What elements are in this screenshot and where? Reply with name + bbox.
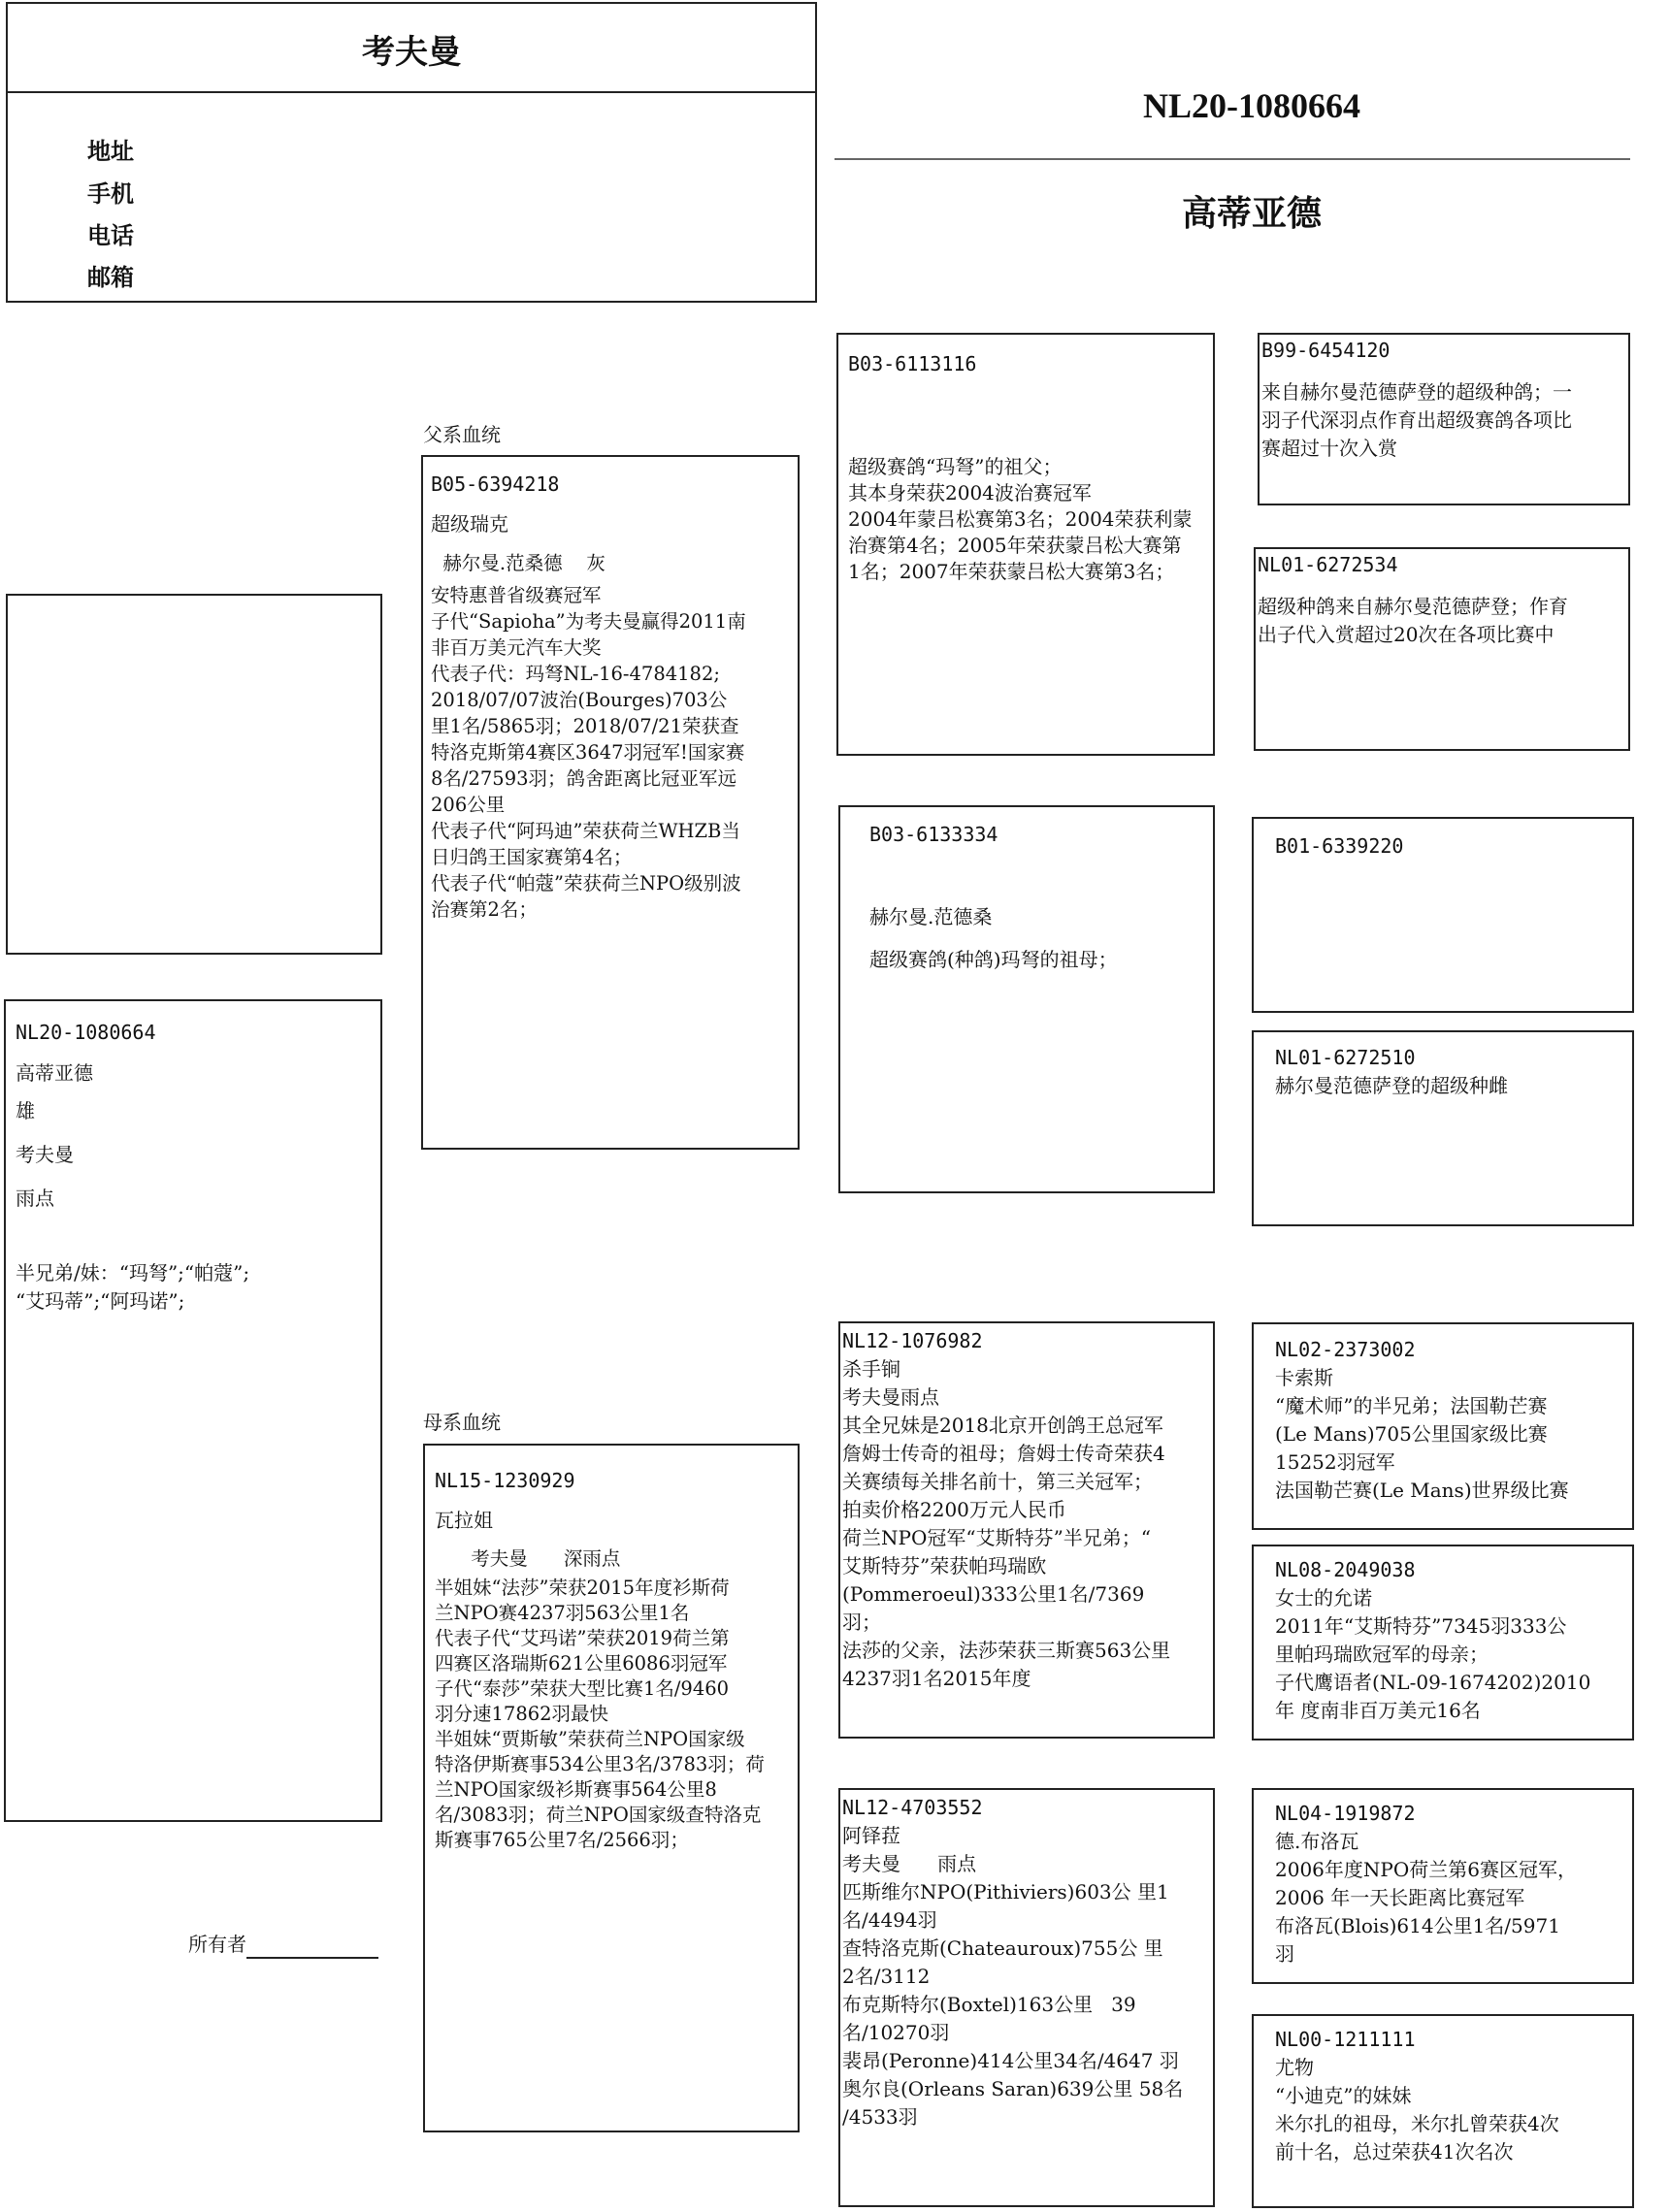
bird-card-siblings-1: 半兄弟/妹：“玛弩”;“帕蔻”; [16,1261,250,1285]
sire-note: 8名/27593羽；鸽舍距离比冠亚军远 [431,767,737,790]
dds-note: 2006 年一天长距离比赛冠军 [1275,1886,1525,1909]
sdd-note: 赫尔曼范德萨登的超级种雌 [1275,1074,1508,1097]
dss-note: “魔术师”的半兄弟；法国勒芒赛 [1275,1394,1548,1417]
owner-header-divider [8,91,815,93]
dam-sire-note: (Pommeroeul)333公里1名/7369 [842,1582,1145,1606]
ssd-note: 超级种鸽来自赫尔曼范德萨登；作育 [1258,595,1568,618]
dss-note: 卡索斯 [1275,1366,1333,1389]
sss-note: 来自赫尔曼范德萨登的超级种鸽；一 [1261,380,1572,404]
sire-note: 2018/07/07波治(Bourges)703公 [431,689,728,711]
dam-sire-note: 詹姆士传奇的祖母；詹姆士传奇荣获4 [842,1442,1165,1465]
ddd-ring: NL00-1211111 [1275,2028,1416,2051]
sire-note: 代表子代“帕蔻”荣获荷兰NPO级别波 [431,872,741,895]
sire-sire-box [836,333,1215,756]
dam-notes [435,1546,788,1853]
dds-note: 布洛瓦(Blois)614公里1名/5971 [1275,1914,1560,1937]
dam-sire-note: 关赛绩每关排名前十，第三关冠军； [842,1470,1153,1493]
dsd-note: 年 度南非百万美元16名 [1275,1699,1481,1722]
sire-sire-note: 1名；2007年荣获蒙吕松大赛第3名； [848,560,1175,583]
dam-note: 考夫曼 深雨点 [435,1547,621,1570]
ssd-note: 出子代入赏超过20次在各项比赛中 [1258,623,1554,646]
dds-note: 2006年度NPO荷兰第6赛区冠军， [1275,1858,1577,1881]
dss-note: (Le Mans)705公里国家级比赛 [1275,1422,1548,1446]
dds-box [1252,1788,1634,1984]
dam-note: 特洛伊斯赛事534公里3名/3783羽；荷 [435,1753,765,1775]
dam-note: 四赛区洛瑞斯621公里6086羽冠军 [435,1652,728,1675]
sire-sire-ring: B03-6113116 [848,352,977,375]
ddd-box [1252,2014,1634,2208]
sire-sire-notes [848,454,1203,585]
sire-note: 特洛克斯第4赛区3647羽冠军!国家赛 [431,741,745,764]
dam-dam-note: 查特洛克斯(Chateauroux)755公 里 [842,1936,1163,1960]
dam-sire-note: 考夫曼雨点 [842,1385,939,1409]
sire-box [421,455,800,1150]
dss-ring: NL02-2373002 [1275,1338,1416,1361]
dam-dam-note: 奥尔良(Orleans Saran)639公里 58名 [842,2077,1184,2100]
sire-sire-note: 其本身荣获2004波治赛冠军 [848,481,1092,504]
ssd-ring: NL01-6272534 [1258,553,1398,576]
dds-note: 德.布洛瓦 [1275,1830,1359,1853]
dam-note: 半姐妹“法莎”荣获2015年度衫斯荷 [435,1577,730,1599]
owner-signature [188,1931,378,1959]
dam-name: 瓦拉姐 [435,1509,493,1532]
sire-section-label: 父系血统 [423,423,501,446]
sdd-ring: NL01-6272510 [1275,1046,1416,1069]
dsd-note: 2011年“艾斯特芬”7345羽333公 [1275,1614,1567,1638]
dam-dam-note: /4533羽 [842,2105,918,2129]
sire-ring: B05-6394218 [431,472,560,496]
dam-dam-note: 考夫曼 雨点 [842,1852,977,1875]
dsd-note: 里帕玛瑞欧冠军的母亲； [1275,1643,1489,1666]
ddd-note: 米尔扎的祖母，米尔扎曾荣获4次 [1275,2112,1559,2135]
dam-sire-note: 法莎的父亲，法莎荣获三斯赛563公里 [842,1639,1171,1662]
sire-note: 代表子代：玛弩NL-16-4784182; [431,663,720,685]
owner-address-label: 地址 [87,138,134,165]
dam-sire-ring: NL12-1076982 [842,1329,983,1352]
dam-sire-note: 羽； [842,1610,881,1634]
sire-note: 子代“Sapioha”为考夫曼赢得2011南 [431,610,746,633]
bird-name-title: 高蒂亚德 [1181,194,1322,234]
bird-card-ring: NL20-1080664 [16,1021,156,1044]
sss-ring: B99-6454120 [1261,339,1391,362]
sds-box [1252,817,1634,1013]
bird-card-siblings-2: “艾玛蒂”;“阿玛诺”; [16,1289,185,1313]
dam-sire-note: 荷兰NPO冠军“艾斯特芬”半兄弟；“ [842,1526,1152,1549]
dam-sire-note: 拍卖价格2200万元人民币 [842,1498,1066,1521]
dss-box [1252,1322,1634,1530]
dam-dam-box [838,1788,1215,2207]
bird-card-breeder: 考夫曼 [16,1143,74,1166]
dam-dam-note: 阿铎菈 [842,1824,900,1847]
sire-note: 治赛第2名； [431,898,538,921]
bird-card [4,999,382,1822]
title-divider [834,158,1630,160]
sss-note: 赛超过十次入赏 [1261,437,1397,460]
dam-note: 子代“泰莎”荣获大型比赛1名/9460 [435,1677,730,1700]
dam-sire-note: 杀手锏 [842,1357,900,1381]
dsd-note: 女士的允诺 [1275,1586,1372,1610]
dam-sire-note: 4237羽1名2015年度 [842,1667,1031,1690]
dam-dam-note: 2名/3112 [842,1965,931,1988]
dam-note: 兰NPO国家级衫斯赛事564公里8 [435,1778,717,1801]
sire-sire-note: 2004年蒙吕松赛第3名；2004荣获利蒙 [848,507,1193,531]
owner-mobile-label: 手机 [87,180,134,208]
dam-dam-note: 匹斯维尔NPO(Pithiviers)603公 里1 [842,1880,1169,1903]
owner-signature-label: 所有者 [188,1933,246,1956]
dam-sire-box [838,1321,1215,1739]
sire-dam-box [838,805,1215,1193]
dam-note: 名/3083羽；荷兰NPO国家级查特洛克 [435,1804,762,1826]
sds-ring: B01-6339220 [1275,834,1404,858]
ddd-note: 前十名，总过荣获41次名次 [1275,2140,1514,2163]
dam-sire-note: 艾斯特芬”荣获帕玛瑞欧 [842,1554,1047,1578]
sire-name: 超级瑞克 [431,512,508,536]
dam-dam-note: 名/10270羽 [842,2021,950,2044]
ddd-note: 尤物 [1275,2056,1314,2079]
sire-sire-note: 治赛第4名；2005年荣获蒙吕松大赛第 [848,534,1182,557]
dsd-ring: NL08-2049038 [1275,1558,1416,1581]
sire-note: 代表子代“阿玛迪”荣获荷兰WHZB当 [431,820,740,842]
photo-frame [6,594,382,955]
sire-note: 非百万美元汽车大奖 [431,636,602,659]
dam-note: 半姐妹“贾斯敏”荣获荷兰NPO国家级 [435,1728,745,1750]
sss-box [1258,333,1630,505]
owner-phone-label: 电话 [87,222,134,249]
sire-note: 安特惠普省级赛冠军 [431,584,602,606]
dam-section-label: 母系血统 [423,1411,501,1434]
sire-note: 206公里 [431,794,506,816]
sire-note: 里1名/5865羽；2018/07/21荣获查 [431,715,739,737]
owner-box [6,2,817,303]
owner-name: 考夫曼 [362,33,461,72]
dam-note: 斯赛事765公里7名/2566羽； [435,1829,689,1851]
dss-note: 15252羽冠军 [1275,1450,1395,1474]
sire-dam-note: 赫尔曼.范德桑 [869,905,993,928]
sire-notes [431,550,790,923]
dds-note: 羽 [1275,1942,1294,1966]
dam-dam-note: 裴昂(Peronne)414公里34名/4647 羽 [842,2049,1179,2072]
sdd-box [1252,1030,1634,1226]
owner-signature-line [246,1957,378,1959]
dsd-note: 子代鹰语者(NL-09-1674202)2010 [1275,1671,1591,1694]
sire-dam-note: 超级赛鸽(种鸽)玛弩的祖母； [869,948,1118,971]
dam-note: 兰NPO赛4237羽563公里1名 [435,1602,690,1624]
sire-note: 赫尔曼.范桑德 灰 [431,552,605,574]
owner-email-label: 邮箱 [87,264,134,291]
bird-card-color: 雨点 [16,1187,54,1210]
dam-dam-ring: NL12-4703552 [842,1796,983,1819]
bird-card-sex: 雄 [16,1099,35,1122]
bird-ring-title: NL20-1080664 [1143,86,1360,125]
ddd-note: “小迪克”的妹妹 [1275,2084,1412,2107]
dss-note: 法国勒芒赛(Le Mans)世界级比赛 [1275,1479,1569,1502]
dam-note: 羽分速17862羽最快 [435,1703,609,1725]
dam-box [423,1444,800,2132]
dsd-box [1252,1545,1634,1740]
dam-sire-note: 其全兄妹是2018北京开创鸽王总冠军 [842,1414,1163,1437]
sire-sire-note: 超级赛鸽“玛弩”的祖父； [848,455,1063,478]
sss-note: 羽子代深羽点作育出超级赛鸽各项比 [1261,408,1572,432]
ssd-box [1254,547,1630,751]
dam-note: 代表子代“艾玛诺”荣获2019荷兰第 [435,1627,730,1649]
dam-dam-note: 名/4494羽 [842,1908,937,1932]
dam-dam-note: 布克斯特尔(Boxtel)163公里 39 [842,1993,1136,2016]
dds-ring: NL04-1919872 [1275,1802,1416,1825]
sire-note: 日归鸽王国家赛第4名； [431,846,633,868]
sire-dam-ring: B03-6133334 [869,823,998,846]
bird-card-name: 高蒂亚德 [16,1061,93,1085]
dam-ring: NL15-1230929 [435,1469,575,1492]
